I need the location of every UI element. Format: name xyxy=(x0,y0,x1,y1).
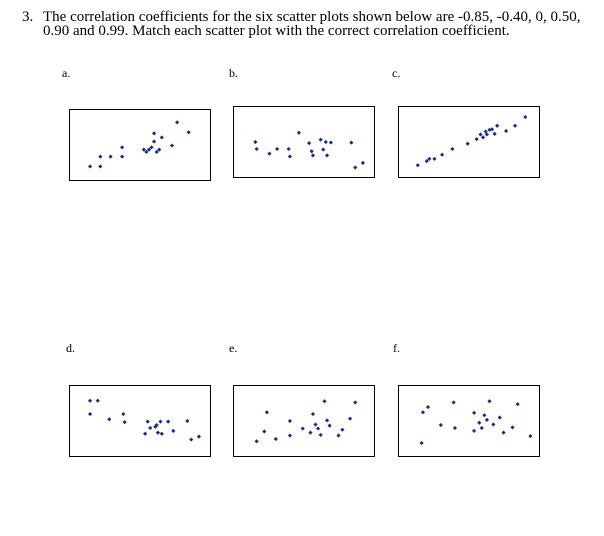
plot-b-point-1 xyxy=(253,140,257,144)
scatter-plot-b xyxy=(233,106,375,178)
plot-f-point-11 xyxy=(482,413,486,417)
plot-d-point-1 xyxy=(88,399,92,403)
scatter-plot-e xyxy=(233,385,375,457)
plot-b-point-15 xyxy=(329,140,333,144)
plot-d-point-4 xyxy=(107,417,111,421)
plot-f-point-2 xyxy=(421,410,425,414)
plot-b-point-16 xyxy=(349,140,353,144)
plot-f-point-4 xyxy=(439,423,443,427)
plot-d-point-5 xyxy=(121,412,125,416)
plot-d-point-11 xyxy=(156,431,160,435)
plot-b-point-17 xyxy=(353,165,357,169)
plot-c-point-9 xyxy=(478,132,482,136)
plot-e-point-12 xyxy=(319,433,323,437)
plot-f-point-7 xyxy=(472,429,476,433)
question-number: 3. xyxy=(22,9,34,25)
plot-a-point-3 xyxy=(98,155,102,159)
scatter-plot-f xyxy=(398,385,540,457)
plot-e-point-19 xyxy=(353,400,357,404)
plot-e-point-18 xyxy=(348,417,352,421)
plot-d-point-8 xyxy=(148,426,152,430)
plot-a-point-11 xyxy=(152,139,156,143)
plot-b-point-11 xyxy=(319,138,323,142)
plot-a-point-2 xyxy=(98,164,102,168)
plot-a-point-1 xyxy=(88,164,92,168)
plot-e-point-7 xyxy=(301,426,305,430)
plot-b-point-7 xyxy=(297,131,301,135)
plot-f-point-19 xyxy=(528,434,532,438)
plot-d-point-19 xyxy=(197,435,201,439)
plot-f-point-1 xyxy=(420,441,424,445)
plot-e-point-17 xyxy=(340,428,344,432)
scatter-plot-d-svg xyxy=(70,386,210,456)
plot-b-point-10 xyxy=(311,153,315,157)
scatter-plot-b-svg xyxy=(234,107,374,177)
plot-f-point-5 xyxy=(452,400,456,404)
plot-f-point-17 xyxy=(510,425,514,429)
plot-a-label: a. xyxy=(62,66,71,80)
plot-d-label: d. xyxy=(66,341,75,355)
plot-f-point-13 xyxy=(487,399,491,403)
plot-c-point-19 xyxy=(523,115,527,119)
plot-b-label: b. xyxy=(229,66,238,80)
plot-f-point-10 xyxy=(480,426,484,430)
plot-c-point-5 xyxy=(440,153,444,157)
plot-e-point-1 xyxy=(255,439,259,443)
plot-f-point-3 xyxy=(426,405,430,409)
plot-b-point-2 xyxy=(255,147,259,151)
plot-a-point-15 xyxy=(160,135,164,139)
plot-c-point-17 xyxy=(504,129,508,133)
plot-a-point-5 xyxy=(120,155,124,159)
plot-b-point-12 xyxy=(321,147,325,151)
scatter-plot-f-svg xyxy=(399,386,539,456)
plot-b-point-14 xyxy=(325,153,329,157)
plot-d-point-14 xyxy=(158,419,162,423)
plot-b-point-13 xyxy=(324,140,328,144)
scatter-plot-c-svg xyxy=(399,107,539,177)
plot-e-point-9 xyxy=(311,412,315,416)
plot-b-point-4 xyxy=(275,147,279,151)
plot-c-point-7 xyxy=(466,142,470,146)
plot-c-point-18 xyxy=(513,124,517,128)
scatter-plot-d xyxy=(69,385,211,457)
plot-e-point-13 xyxy=(322,399,326,403)
plot-d-point-13 xyxy=(160,432,164,436)
plot-e-point-16 xyxy=(336,433,340,437)
scatter-plot-a xyxy=(69,109,211,181)
plot-b-point-18 xyxy=(361,161,365,165)
plot-f-point-8 xyxy=(472,411,476,415)
plot-d-point-16 xyxy=(171,429,175,433)
plot-f-label: f. xyxy=(393,341,400,355)
plot-a-point-17 xyxy=(175,120,179,124)
plot-f-point-15 xyxy=(498,415,502,419)
plot-c-label: c. xyxy=(392,66,401,80)
plot-e-point-8 xyxy=(308,431,312,435)
plot-a-point-12 xyxy=(152,131,156,135)
plot-a-point-16 xyxy=(170,143,174,147)
plot-e-point-6 xyxy=(288,433,292,437)
plot-d-point-6 xyxy=(123,420,127,424)
plot-a-point-4 xyxy=(108,155,112,159)
plot-e-point-5 xyxy=(288,419,292,423)
plot-c-point-10 xyxy=(481,135,485,139)
plot-c-point-6 xyxy=(450,147,454,151)
plot-e-label: e. xyxy=(229,341,238,355)
scatter-plot-c xyxy=(398,106,540,178)
plot-c-point-15 xyxy=(493,132,497,136)
plot-b-point-6 xyxy=(288,154,292,158)
plot-a-point-18 xyxy=(187,130,191,134)
plot-d-point-15 xyxy=(166,419,170,423)
plot-d-point-7 xyxy=(146,419,150,423)
plot-b-point-8 xyxy=(307,141,311,145)
plot-b-point-9 xyxy=(310,149,314,153)
plot-f-point-6 xyxy=(453,426,457,430)
plot-c-point-16 xyxy=(495,124,499,128)
plot-f-point-18 xyxy=(516,402,520,406)
plot-f-point-12 xyxy=(485,418,489,422)
plot-d-point-18 xyxy=(189,437,193,441)
plot-d-point-17 xyxy=(185,419,189,423)
plot-d-point-2 xyxy=(96,399,100,403)
plot-c-point-4 xyxy=(432,157,436,161)
plot-e-point-15 xyxy=(328,424,332,428)
plot-c-point-8 xyxy=(475,137,479,141)
plot-d-point-3 xyxy=(88,412,92,416)
scatter-plot-e-svg xyxy=(234,386,374,456)
scatter-plot-a-svg xyxy=(70,110,210,180)
plot-e-point-10 xyxy=(313,422,317,426)
plot-c-point-1 xyxy=(416,163,420,167)
plot-e-point-4 xyxy=(274,437,278,441)
plot-f-point-9 xyxy=(477,421,481,425)
plot-a-point-6 xyxy=(120,145,124,149)
plot-b-point-5 xyxy=(287,147,291,151)
plot-e-point-14 xyxy=(325,418,329,422)
plot-e-point-3 xyxy=(265,410,269,414)
question-text: The correlation coefficients for the six scatter plots shown below are -0.85, -0.40, 0, 0.50, 0.90 and 0.99. Match each scatter plot with the correct correlation coefficient. xyxy=(43,9,581,39)
plot-e-point-2 xyxy=(262,429,266,433)
question-block xyxy=(22,10,592,38)
plot-e-point-11 xyxy=(316,426,320,430)
plot-b-point-3 xyxy=(267,152,271,156)
plot-d-point-9 xyxy=(143,432,147,436)
plot-f-point-14 xyxy=(491,422,495,426)
plot-f-point-16 xyxy=(501,431,505,435)
